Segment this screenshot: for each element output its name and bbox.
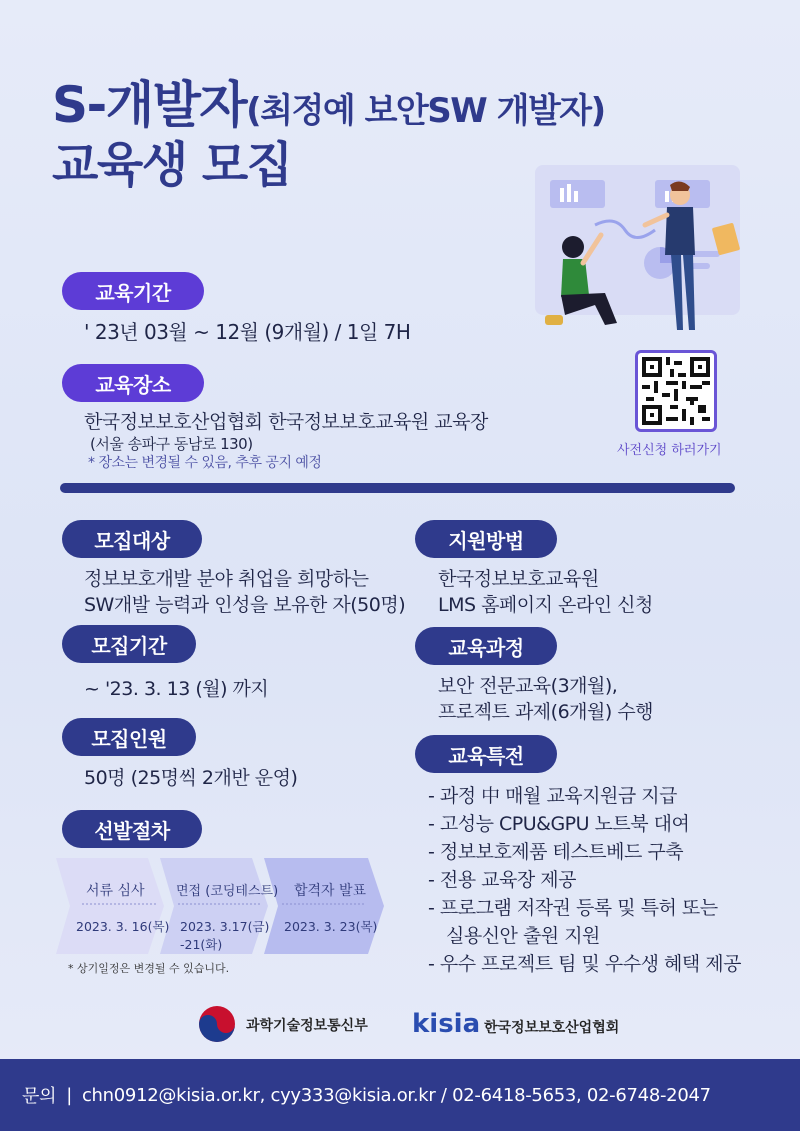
kisia-mark: kisia [412,1009,481,1039]
target-label: 모집대상 [62,520,202,558]
contact-separator: | [66,1084,72,1106]
selection-label: 선발절차 [62,810,202,848]
qr-caption[interactable]: 사전신청 하러가기 [617,443,722,458]
benefit-item: - 정보보호제품 테스트베드 구축 [428,841,684,863]
place-note: * 장소는 변경될 수 있음, 추후 공지 예정 [88,455,322,471]
section-divider [60,483,735,493]
headcount-value: 50명 (25명씩 2개반 운영) [84,767,298,789]
contact-label: 문의 [22,1086,57,1107]
step-arrow [264,858,384,954]
qr-code[interactable] [635,350,717,432]
title-main: S-개발자 [52,76,247,134]
course-line: 보안 전문교육(3개월), [438,675,618,697]
selection-note: * 상기일정은 변경될 수 있습니다. [68,962,230,975]
step-name: 합격자 발표 [294,883,367,899]
benefit-item: 실용신안 출원 지원 [446,925,600,947]
title-line2: 교육생 모집 [52,137,292,193]
benefits-label: 교육특전 [415,735,557,773]
benefit-item: - 프로그램 저작권 등록 및 특허 또는 [428,897,718,919]
step-date: 2023. 3. 23(목) [284,919,378,934]
benefits-list [428,782,741,978]
step-name: 면접 (코딩테스트) [176,884,279,899]
benefit-item: - 전용 교육장 제공 [428,869,576,891]
step-arrow [56,858,164,954]
kisia-logo [412,1005,652,1045]
qr-code-icon [642,357,710,425]
selection-process [56,858,386,954]
period-label: 교육기간 [62,272,204,310]
step-name: 서류 심사 [86,883,145,899]
step-date: 2023. 3. 16(목) [76,919,170,934]
course-label: 교육과정 [415,627,557,665]
place-label: 교육장소 [62,364,204,402]
benefit-item: - 과정 中 매월 교육지원금 지급 [428,785,677,807]
course-line: 프로젝트 과제(6개월) 수행 [438,701,654,723]
course-text [438,673,653,725]
benefit-item: - 고성능 CPU&GPU 노트북 대여 [428,813,690,835]
benefit-item: - 우수 프로젝트 팀 및 우수생 혜택 제공 [428,953,741,975]
target-line: SW개발 능력과 인성을 보유한 자(50명) [84,594,406,616]
recruit-period-value: ~ '23. 3. 13 (월) 까지 [84,678,269,700]
ministry-name: 과학기술정보통신부 [246,1018,368,1034]
kisia-name: 한국정보보호산업협회 [484,1020,620,1036]
title-sub: (최정예 보안SW 개발자) [246,91,605,131]
apply-label: 지원방법 [415,520,557,558]
ministry-logo [198,1005,398,1045]
presentation-illustration [505,155,765,345]
step-date: -21(화) [180,937,223,952]
step-date: 2023. 3.17(금) [180,919,270,934]
target-text [84,566,405,618]
place-value: 한국정보보호산업협회 한국정보보호교육원 교육장 [84,411,488,433]
taegeuk-icon [198,1005,236,1043]
apply-line: LMS 홈페이지 온라인 신청 [438,594,653,616]
apply-line: 한국정보보호교육원 [438,568,599,590]
apply-text [438,566,653,618]
target-line: 정보보호개발 분야 취업을 희망하는 [84,568,369,590]
place-address: (서울 송파구 동남로 130) [90,435,253,453]
contact-bar [0,1059,800,1131]
period-value: ' 23년 03월 ~ 12월 (9개월) / 1일 7H [84,320,411,344]
headcount-label: 모집인원 [62,718,196,756]
contact-value[interactable]: chn0912@kisia.or.kr, cyy333@kisia.or.kr / 02-6418-5653, 02-6748-2047 [81,1084,711,1106]
recruit-period-label: 모집기간 [62,625,196,663]
